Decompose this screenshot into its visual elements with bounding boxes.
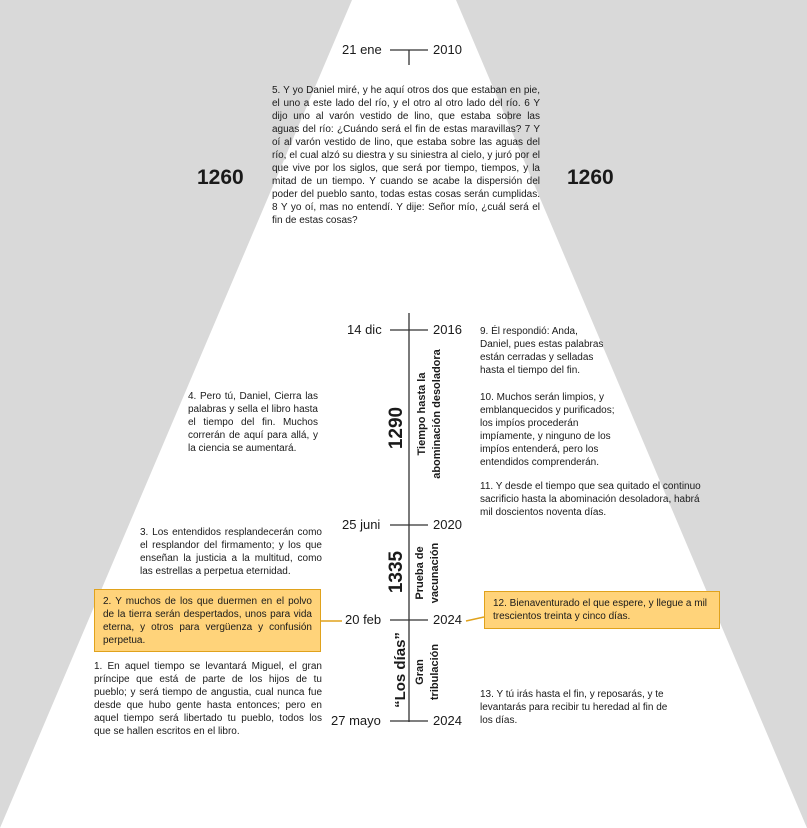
date-year-2: 2016: [433, 322, 462, 337]
date-day-1: 21 ene: [342, 42, 382, 57]
label-abominacion: [415, 349, 445, 479]
label-tribulacion-line2: tribulación: [429, 643, 441, 701]
date-day-2: 14 dic: [347, 322, 382, 337]
period-los-dias: “Los días”: [392, 632, 409, 708]
date-day-4: 20 feb: [345, 612, 382, 627]
period-1260-left: 1260: [197, 166, 244, 189]
verse-1: 1. En aquel tiempo se levantará Miguel, el gran príncipe que está de parte de los hijos de tu pueblo; y será tiempo de angustia, cual nunca fue desde que hubo gente hasta entonces; pero en aquel tiempo será libertado tu pueblo, todos los que se hallen escritos en el libro.: [94, 661, 322, 737]
label-tribulacion: [413, 644, 443, 700]
date-day-3: 25 juni: [342, 517, 381, 532]
verse-3: 3. Los entendidos resplandecerán como el resplandor del firmamento; y los que enseñan la justicia a la multitud, como las estrellas a perpetua eternidad.: [140, 527, 322, 577]
label-vacunacion-line2: vacunación: [429, 542, 441, 604]
verse-5-8: 5. Y yo Daniel miré, y he aquí otros dos que estaban en pie, el uno a este lado del río, y el otro al otro lado del río. 6 Y dijo uno al varón vestido de lino, que estaba sobre las aguas del río: ¿Cuándo será el fin de estas maravillas? 7 Y oí al varón vestido de lino, que estaba sobre las aguas del río, el cual alzó su diestra y su siniestra al cielo, y juró por el que vive por los siglos, que será por tiempo, tiempos, y la mitad de un tiempo. Y cuando se acabe la dispersión del poder del pueblo santo, todas estas cosas serán cumplidas. 8 Y yo oí, mas no entendí. Y dije: Señor mío, ¿cuál será el fin de estas cosas?: [272, 85, 540, 226]
label-abominacion-line1: Tiempo hasta la: [416, 372, 428, 456]
verse-11: 11. Y desde el tiempo que sea quitado el continuo sacrificio hasta la abominación desoladora, habrá mil doscientos noventa días.: [480, 481, 701, 518]
label-tribulacion-line1: Gran: [414, 659, 426, 685]
period-1290: 1290: [386, 406, 407, 450]
date-year-1: 2010: [433, 42, 462, 57]
label-vacunacion-line1: Prueba de: [414, 546, 426, 600]
verse-12-highlight: 12. Bienaventurado el que espere, y llegue a mil trescientos treinta y cinco días.: [484, 591, 720, 629]
date-day-5: 27 mayo: [331, 713, 381, 728]
verse-9: 9. Él respondió: Anda, Daniel, pues estas palabras están cerradas y selladas hasta el tiempo del fin.: [480, 326, 604, 376]
label-vacunacion: [413, 543, 443, 604]
period-1260-right: 1260: [567, 166, 614, 189]
verse-13: 13. Y tú irás hasta el fin, y reposarás, y te levantarás para recibir tu heredad al fin de los días.: [480, 689, 668, 726]
label-abominacion-line2: abominación desoladora: [431, 349, 443, 479]
verse-4: 4. Pero tú, Daniel, Cierra las palabras y sella el libro hasta el tiempo del fin. Muchos correrán de aquí para allá, y la ciencia se aumentará.: [188, 391, 318, 454]
period-1335: 1335: [386, 550, 407, 594]
verse-10: 10. Muchos serán limpios, y emblanquecidos y purificados; los impíos procederán impíamente, y ninguno de los impíos entenderá, pero los entendidos comprenderán.: [480, 392, 615, 468]
date-year-3: 2020: [433, 517, 462, 532]
verse-2-highlight: 2. Y muchos de los que duermen en el polvo de la tierra serán despertados, unos para vida eterna, y otros para vergüenza y confusión perpetua.: [94, 589, 321, 652]
date-year-4: 2024: [433, 612, 462, 627]
date-year-5: 2024: [433, 713, 462, 728]
